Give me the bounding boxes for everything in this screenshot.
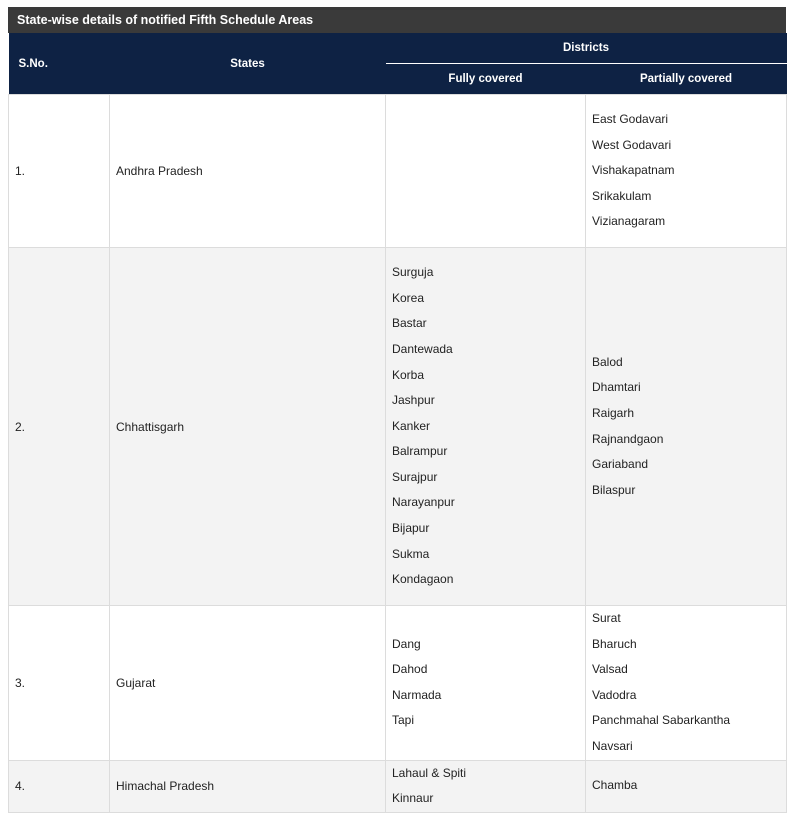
district-name: Rajnandgaon (592, 431, 664, 446)
cell-partially-covered (586, 760, 787, 812)
cell-state: Chhattisgarh (110, 248, 386, 606)
table-row (9, 606, 787, 761)
header-states: States (110, 33, 386, 95)
header-sno: S.No. (9, 33, 110, 95)
district-name: Panchmahal Sabarkantha (592, 713, 731, 728)
district-name: Kanker (392, 418, 431, 433)
cell-sno: 3. (9, 606, 110, 761)
cell-partially-covered (586, 95, 787, 248)
header-partially-covered: Partially covered (586, 64, 787, 95)
district-name: Bilaspur (592, 482, 636, 497)
district-name: East Godavari (592, 112, 669, 127)
cell-partially-covered (586, 606, 787, 761)
district-name: Balod (592, 354, 623, 369)
district-name: Vizianagaram (592, 214, 666, 229)
district-name: Dantewada (392, 341, 453, 356)
district-name: Dang (392, 636, 421, 651)
district-name: Navsari (592, 738, 633, 753)
district-name: Dhamtari (592, 380, 641, 395)
cell-state: Gujarat (110, 606, 386, 761)
district-name: Kinnaur (392, 791, 434, 806)
cell-fully-covered (386, 95, 586, 248)
district-name: Bharuch (592, 636, 637, 651)
table-row (9, 760, 787, 812)
district-name: Bijapur (392, 521, 430, 536)
district-name: Bastar (392, 316, 427, 331)
district-name: Surajpur (392, 469, 438, 484)
schedule-areas-table-container (8, 7, 786, 813)
district-name: Surat (592, 611, 621, 625)
district-name: Surguja (392, 265, 434, 280)
district-name: Chamba (592, 778, 638, 793)
district-name: Raigarh (592, 405, 635, 420)
cell-sno: 1. (9, 95, 110, 248)
cell-partially-covered (586, 248, 787, 606)
cell-state: Himachal Pradesh (110, 760, 386, 812)
schedule-areas-table (8, 33, 787, 813)
header-districts: Districts (386, 33, 787, 64)
district-name: Srikakulam (592, 188, 652, 203)
cell-fully-covered (386, 248, 586, 606)
district-name: Korba (392, 367, 425, 382)
district-name: Tapi (392, 713, 415, 728)
district-name: Dahod (392, 662, 428, 677)
table-title: State-wise details of notified Fifth Schedule Areas (8, 7, 786, 33)
cell-fully-covered (386, 606, 586, 761)
cell-sno: 4. (9, 760, 110, 812)
district-name: Balrampur (392, 444, 448, 459)
cell-state: Andhra Pradesh (110, 95, 386, 248)
district-name: West Godavari (592, 137, 672, 152)
district-name: Sukma (392, 546, 430, 561)
district-name: Vishakapatnam (592, 163, 675, 178)
district-name: Vadodra (592, 687, 637, 702)
district-name: Gariaband (592, 457, 649, 472)
district-name: Jashpur (392, 393, 435, 408)
cell-fully-covered (386, 760, 586, 812)
district-name: Kondagaon (392, 572, 454, 587)
cell-sno: 2. (9, 248, 110, 606)
district-name: Lahaul & Spiti (392, 765, 467, 780)
district-name: Narayanpur (392, 495, 455, 510)
district-name: Valsad (592, 662, 628, 677)
table-row (9, 248, 787, 606)
table-row (9, 95, 787, 248)
district-name: Narmada (392, 687, 442, 702)
header-fully-covered: Fully covered (386, 64, 586, 95)
district-name: Korea (392, 290, 425, 305)
